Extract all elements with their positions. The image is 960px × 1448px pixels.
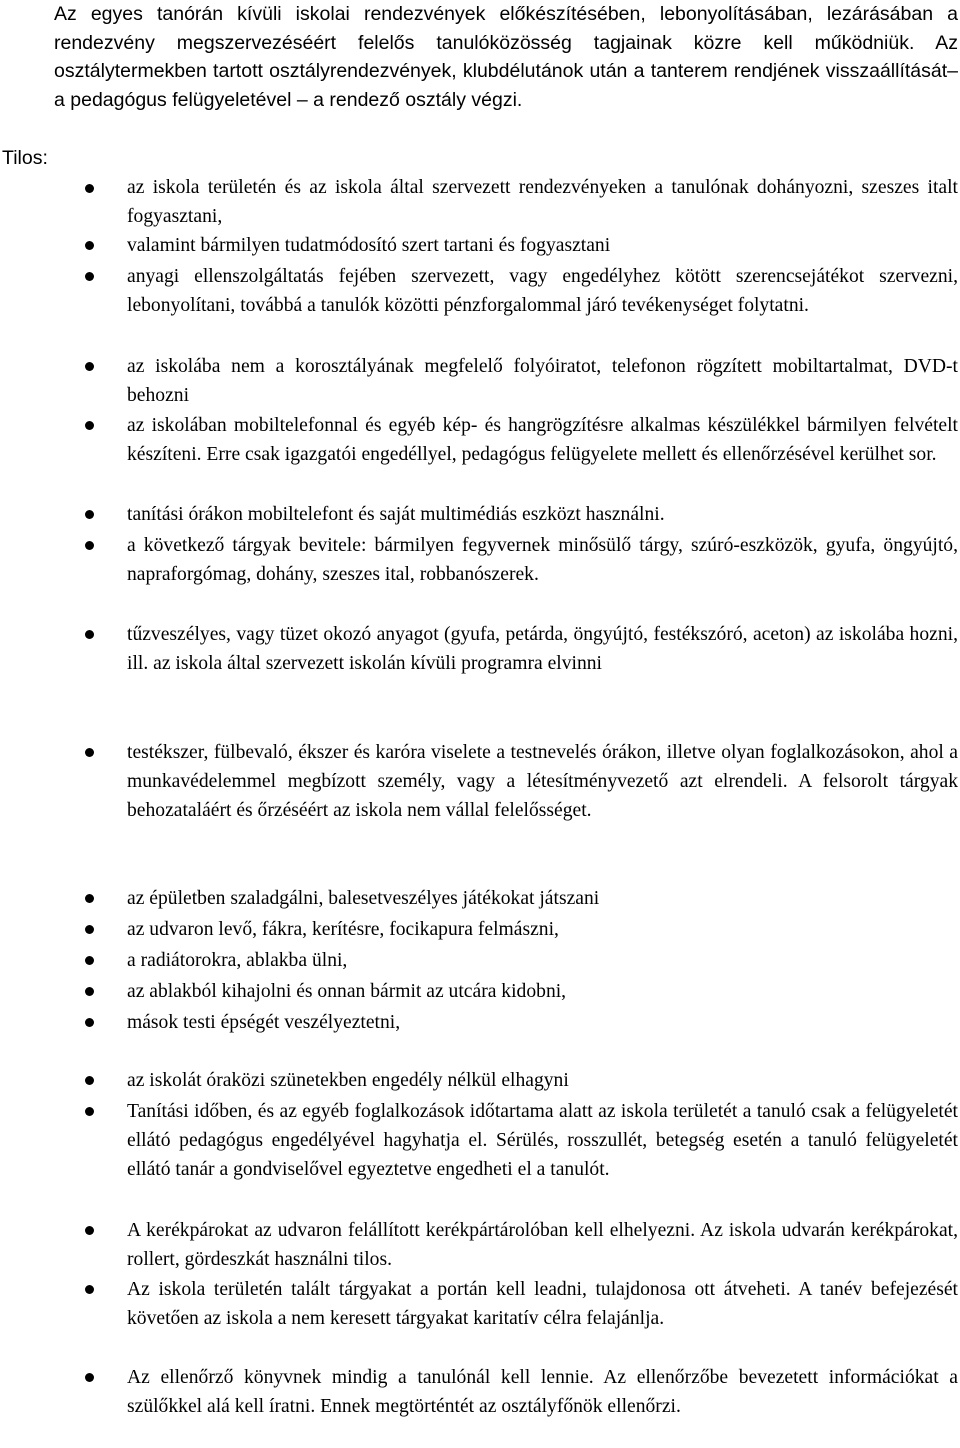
list-item: Az iskola területén talált tárgyakat a portán kell leadni, tulajdonosa ott átveheti. A tanév befejezését követően az iskola a nem keresett tárgyakat karitatív célra felajánlja. — [127, 1279, 958, 1329]
bullet-icon — [85, 925, 94, 934]
bullet-icon — [85, 1226, 94, 1235]
bullet-icon — [85, 987, 94, 996]
list-item: az iskolában mobiltelefonnal és egyéb kép- és hangrögzítésre alkalmas készülékkel bármilyen felvételt készíteni. Erre csak igazgatói engedéllyel, pedagógus felügyelete mellett és ellenőrzésével kerülhet sor. — [127, 415, 958, 465]
bullet-icon — [85, 362, 94, 371]
list-item: az épületben szaladgálni, balesetveszélyes játékokat játszani — [127, 888, 600, 909]
list-item: tanítási órákon mobiltelefont és saját multimédiás eszközt használni. — [127, 504, 665, 525]
list-item: testékszer, fülbevaló, ékszer és karóra viselete a testnevelés órákon, illetve olyan foglalkozásokon, ahol a munkavédelemmel megbízott személy, vagy a létesítményvezető azt elrendeli. A felsorolt tárgyak behozataláért és őrzéséért az iskola nem vállal felelősséget. — [127, 742, 958, 821]
list-item: az iskolát óraközi szünetekben engedély nélkül elhagyni — [127, 1070, 569, 1091]
list-item: az iskola területén és az iskola által szervezett rendezvényeken a tanulónak dohányozni, szeszes italt fogyasztani, — [127, 177, 958, 227]
bullet-icon — [85, 241, 94, 250]
bullet-icon — [85, 956, 94, 965]
list-item: a következő tárgyak bevitele: bármilyen fegyvernek minősülő tárgy, szúró-eszközök, gyufa, öngyújtó, napraforgómag, dohány, szeszes ital, robbanószerek. — [127, 535, 958, 585]
bullet-icon — [85, 1285, 94, 1294]
list-item: anyagi ellenszolgáltatás fejében szervezett, vagy engedélyhez kötött szerencsejátékot szervezni, lebonyolítani, továbbá a tanulók közötti pénzforgalommal járó tevékenységet folytatni. — [127, 266, 958, 316]
list-item: Az ellenőrző könyvnek mindig a tanulónál kell lennie. Az ellenőrzőbe bevezetett információkat a szülőkkel alá kell íratni. Ennek megtörténtét az osztályfőnök ellenőrzi. — [127, 1367, 958, 1417]
bullet-icon — [85, 1076, 94, 1085]
list-item: az iskolába nem a korosztályának megfelelő folyóiratot, telefonon rögzített mobiltartalmat, DVD-t behozni — [127, 356, 958, 406]
list-item: az ablakból kihajolni és onnan bármit az utcára kidobni, — [127, 981, 567, 1002]
list-item: az udvaron levő, fákra, kerítésre, focikapura felmászni, — [127, 919, 559, 940]
bullet-icon — [85, 510, 94, 519]
bullet-icon — [85, 1107, 94, 1116]
bullet-icon — [85, 630, 94, 639]
bullet-icon — [85, 272, 94, 281]
list-item: mások testi épségét veszélyeztetni, — [127, 1012, 401, 1033]
bullet-icon — [85, 184, 94, 193]
list-item: valamint bármilyen tudatmódosító szert tartani és fogyasztani — [127, 235, 611, 256]
list-item: Tanítási időben, és az egyéb foglalkozások időtartama alatt az iskola területét a tanuló csak a felügyeletét ellátó pedagógus engedélyével hagyhatja el. Sérülés, rosszullét, betegség esetén a tanuló felügyeletét ellátó tanár a gondviselővel egyeztetve engedheti el a tanulót. — [127, 1101, 958, 1180]
bullet-icon — [85, 1373, 94, 1382]
list-item: tűzveszélyes, vagy tüzet okozó anyagot (gyufa, petárda, öngyújtó, festékszóró, aceton) az iskolába hozni, ill. az iskola által szervezett iskolán kívüli programra elvinni — [127, 624, 958, 674]
bullet-icon — [85, 541, 94, 550]
bullet-icon — [85, 421, 94, 430]
bullet-icon — [85, 894, 94, 903]
list-item: a radiátorokra, ablakba ülni, — [127, 950, 348, 971]
bullet-icon — [85, 1018, 94, 1027]
bullet-icon — [85, 748, 94, 757]
intro-paragraph: Az egyes tanórán kívüli iskolai rendezvények előkészítésében, lebonyolításában, lezárásában a rendezvény megszervezéséért felelős tanulóközösség tagjainak közre kell működniük. Az osztálytermekben tartott osztályrendezvények, klubdélutánok után a tanterem rendjének visszaállítását– a pedagógus felügyeletével – a rendező osztály végzi. — [54, 3, 958, 111]
list-item: A kerékpárokat az udvaron felállított kerékpártárolóban kell elhelyezni. Az iskola udvarán kerékpárokat, rollert, gördeszkát használni tilos. — [127, 1220, 958, 1270]
tilos-label: Tilos: — [2, 147, 48, 169]
